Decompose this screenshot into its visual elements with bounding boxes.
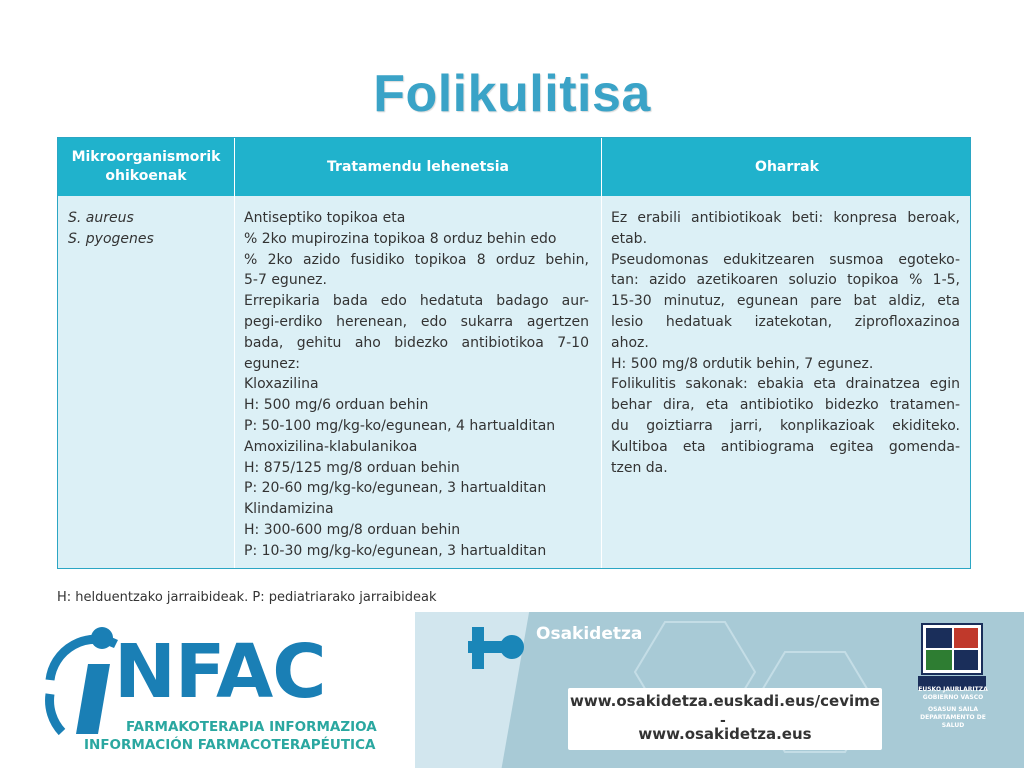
- treatment-line: H: 875/125 mg/8 orduan behin: [244, 459, 460, 476]
- url-osakidetza-link[interactable]: www.osakidetza.eus: [638, 725, 812, 743]
- treatment-line: Antiseptiko topikoa eta: [244, 210, 406, 226]
- url-separator: -: [720, 713, 726, 729]
- infac-wordmark: NFAC: [114, 629, 326, 715]
- header-microorganisms: Mikroorganismorik ohikoenak: [71, 149, 221, 184]
- column-divider: [601, 138, 602, 568]
- note-line: Folikulitis sakonak: ebakia eta drainatzea egin: [611, 376, 960, 393]
- treatment-line: H: 500 mg/6 orduan behin: [244, 397, 429, 414]
- osakidetza-cross-icon: [468, 625, 532, 671]
- microorganism: S. aureus: [68, 210, 134, 226]
- cell-notes: [611, 208, 960, 478]
- note-line: tzen da.: [611, 459, 668, 476]
- treatment-line: Kloxazilina: [244, 376, 319, 393]
- osakidetza-name: Osakidetza: [536, 624, 643, 644]
- table-header-row: [58, 138, 970, 196]
- treatment-line: bada, gehitu aho bidezko antibiotikoa 7-10: [244, 334, 589, 351]
- cell-treatment: [244, 208, 589, 562]
- url-cevime-link[interactable]: www.osakidetza.euskadi.eus/cevime: [570, 692, 880, 710]
- treatment-line: Errepikaria bada edo hedatuta badago aur-: [244, 293, 589, 310]
- treatment-line: 5-7 egunez.: [244, 272, 327, 289]
- treatment-line: P: 50-100 mg/kg-ko/egunean, 4 hartualditan: [244, 417, 556, 434]
- note-line: Ez erabili antibiotikoak beti: konpresa beroak,: [611, 210, 960, 226]
- note-line: behar dira, eta antibiotiko bidezko tratamen-: [611, 397, 960, 414]
- header-treatment: Tratamendu lehenetsia: [327, 158, 509, 175]
- treatment-line: H: 300-600 mg/8 orduan behin: [244, 521, 461, 538]
- page-title: Folikulitisa: [373, 65, 651, 123]
- column-divider: [234, 138, 235, 568]
- gv-line: EUSKO JAURLARITZA: [918, 686, 988, 693]
- note-line: etab.: [611, 230, 648, 247]
- infac-logo: [44, 624, 384, 760]
- microorganism: S. pyogenes: [68, 230, 154, 247]
- note-line: Pseudomonas edukitzearen susmoa egoteko-: [611, 251, 960, 268]
- treatment-line: Amoxizilina-klabulanikoa: [244, 438, 418, 455]
- infac-line1: FARMAKOTERAPIA INFORMAZIOA: [126, 719, 377, 735]
- cell-microorganisms: [68, 208, 228, 250]
- treatment-table: [57, 137, 971, 569]
- note-line: ahoz.: [611, 334, 649, 351]
- treatment-line: Klindamizina: [244, 501, 334, 518]
- note-line: 15-30 minutuz, egunean pare bat aldiz, eta: [611, 293, 960, 310]
- gv-line: OSASUN SAILA: [927, 706, 979, 713]
- treatment-line: % 2ko azido fusidiko topikoa 8 orduz behin,: [244, 251, 589, 268]
- header-notes: Oharrak: [755, 158, 819, 175]
- note-line: du goiztiarra jarri, konplikazioak ekiditeko.: [611, 417, 960, 434]
- note-line: H: 500 mg/8 ordutik behin, 7 egunez.: [611, 355, 874, 372]
- treatment-line: P: 20-60 mg/kg-ko/egunean, 3 hartualditan: [244, 480, 547, 497]
- treatment-line: % 2ko mupirozina topikoa 8 orduz behin edo: [244, 230, 557, 247]
- gobierno-vasco-text: [912, 686, 994, 730]
- note-line: tan: azido azetikoaren soluzio topikoa % 1-5,: [611, 272, 960, 289]
- treatment-line: pegi-erdiko herenean, edo sukarra agertzen: [244, 313, 589, 330]
- gv-line: GOBIERNO VASCO: [922, 694, 984, 701]
- treatment-line: egunez:: [244, 355, 300, 372]
- gv-line: DEPARTAMENTO DE SALUD: [920, 714, 986, 729]
- treatment-line: P: 10-30 mg/kg-ko/egunean, 3 hartualditan: [244, 542, 547, 559]
- note-line: lesio hedatuak izatekotan, ziprofloxazinoa: [611, 313, 960, 330]
- note-line: Kultiboa eta antibiograma egitea gomenda-: [611, 438, 960, 455]
- table-footnote: H: helduentzako jarraibideak. P: pediatriarako jarraibideak: [57, 590, 437, 605]
- infac-line2: INFORMACIÓN FARMACOTERAPÉUTICA: [84, 737, 376, 753]
